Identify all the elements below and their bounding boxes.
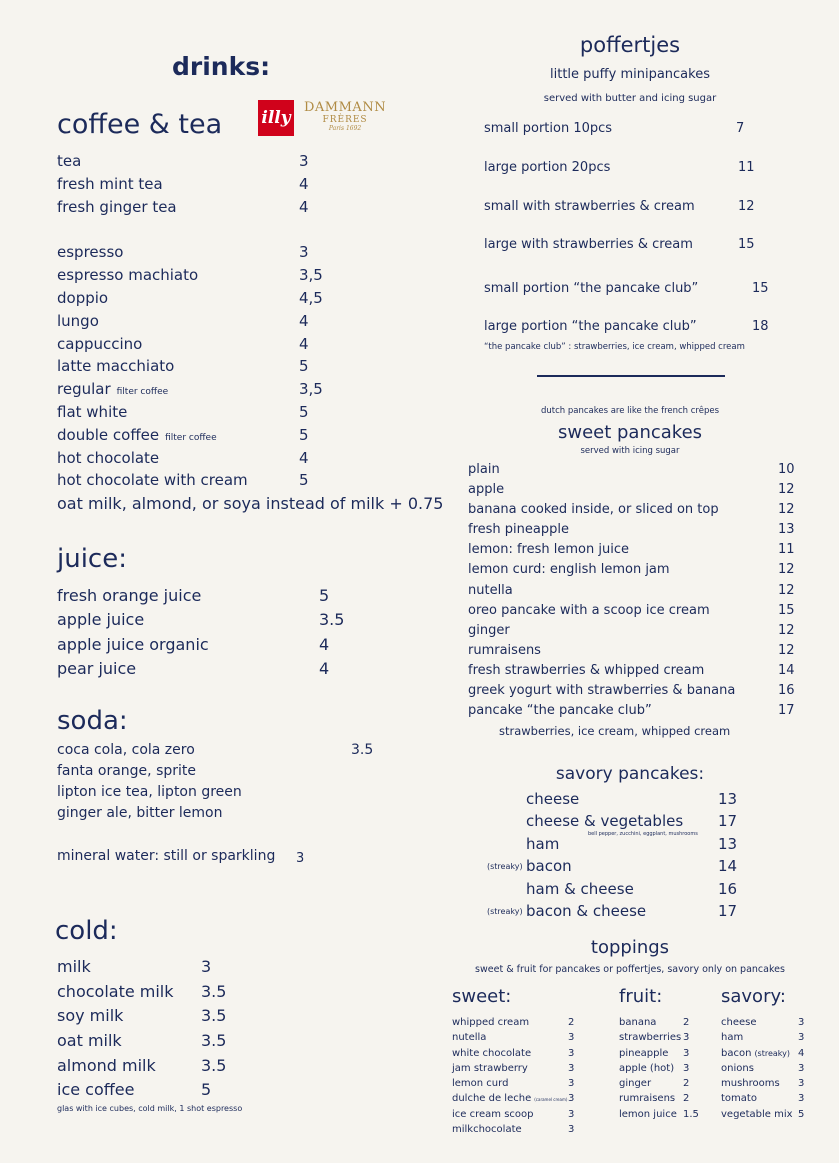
item-price: 4: [319, 658, 330, 678]
item-name: rumraisens: [468, 642, 541, 658]
ice-coffee-note: glas with ice cubes, cold milk, 1 shot espresso: [57, 1104, 243, 1113]
item-name: fresh mint tea: [57, 174, 163, 193]
item-name: apple juice: [57, 610, 145, 630]
item-price: 16: [778, 683, 795, 699]
list-item: [57, 380, 443, 403]
item-name: white chocolate: [452, 1047, 532, 1059]
soda-price: 3.5: [351, 742, 374, 758]
item-price: 3: [568, 1078, 575, 1090]
item-name-wrap: [57, 312, 99, 330]
item-name: ice coffee: [57, 1080, 135, 1100]
item-name: nutella: [468, 582, 513, 598]
list-item: [57, 266, 443, 289]
item-name: jam strawberry: [452, 1062, 528, 1074]
poffertjes-item-price: 15: [738, 237, 755, 252]
item-name: oat milk: [57, 1031, 122, 1051]
item-name-wrap: [57, 380, 168, 398]
item-name-wrap: [721, 1093, 757, 1104]
poffertjes-item-price: 18: [752, 319, 769, 334]
item-name: ham: [526, 834, 560, 853]
item-name: rumraisens: [619, 1093, 676, 1105]
item-name: banana: [619, 1017, 657, 1028]
item-name: ice cream scoop: [452, 1108, 534, 1120]
item-price: 13: [718, 834, 738, 853]
item-price: 16: [718, 879, 738, 898]
item-price: 3: [299, 152, 309, 170]
list-item: coca cola, cola zero: [57, 742, 195, 758]
list-item: [57, 335, 443, 358]
item-name: soy milk: [57, 1006, 124, 1026]
poffertjes-served-note: served with butter and icing sugar: [543, 93, 717, 104]
item-name-wrap: [619, 1109, 677, 1120]
item-name: ginger: [468, 622, 510, 638]
item-name-wrap: [57, 243, 123, 261]
item-price: 12: [778, 502, 795, 518]
item-price: 10: [778, 462, 795, 477]
sweet-pancakes-subtitle: served with icing sugar: [580, 446, 680, 456]
item-price: 3,5: [299, 380, 323, 399]
item-price: 4: [299, 448, 309, 467]
soda-list: [57, 742, 242, 826]
item-price: 5: [299, 425, 309, 444]
item-price: 4: [319, 634, 330, 654]
poffertjes-item-name: small portion “the pancake club”: [484, 281, 699, 296]
item-price: 3: [568, 1047, 575, 1059]
item-price: 12: [778, 622, 795, 638]
item-name: lungo: [57, 311, 99, 330]
milk-substitute-note: oat milk, almond, or soya instead of milk + 0.75: [57, 494, 444, 514]
poffertjes-item-price: 7: [736, 121, 745, 136]
toppings-fruit-heading: fruit:: [619, 986, 663, 1007]
poffertjes-item-name: small with strawberries & cream: [484, 199, 695, 214]
poffertjes-item-price: 15: [752, 281, 769, 296]
item-name: onions: [721, 1062, 754, 1074]
item-name-wrap: [721, 1017, 757, 1028]
item-price: 14: [778, 662, 795, 678]
item-prefix: (streaky): [487, 906, 523, 916]
item-name: espresso machiato: [57, 266, 199, 285]
item-name-wrap: [57, 152, 81, 170]
item-name-wrap: [57, 449, 159, 467]
spacer: [57, 220, 443, 243]
item-price: 3.5: [319, 610, 345, 630]
list-item: ginger ale, bitter lemon: [57, 805, 223, 821]
item-name: lemon juice: [619, 1108, 677, 1120]
item-name-wrap: [452, 1063, 528, 1074]
item-name-wrap: [721, 1063, 754, 1074]
sweet-pancakes-heading: sweet pancakes: [557, 422, 703, 443]
item-name: milk: [57, 957, 91, 976]
item-price: 3: [798, 1078, 805, 1090]
item-name-wrap: [619, 1093, 675, 1104]
item-price: 4: [299, 197, 309, 216]
item-price: 3: [798, 1032, 805, 1044]
item-price: 3: [683, 1047, 690, 1059]
item-note: filter coffee: [116, 387, 169, 398]
list-item: [57, 312, 443, 335]
item-name: lemon curd: [452, 1078, 509, 1090]
list-item: [57, 426, 443, 449]
item-price: 5: [299, 471, 309, 490]
item-name-wrap: [57, 426, 217, 444]
item-name-wrap: [619, 1032, 681, 1043]
list-item: [57, 471, 443, 494]
item-price: 3: [568, 1032, 575, 1044]
poffertjes-item-name: large with strawberries & cream: [484, 237, 693, 252]
mineral-water-price: 3: [296, 851, 305, 866]
item-name: tomato: [721, 1093, 757, 1105]
list-item: [57, 403, 443, 426]
item-name: nutella: [452, 1032, 487, 1044]
item-name: bacon & cheese: [526, 901, 647, 920]
mineral-water: mineral water: still or sparkling: [57, 848, 276, 864]
poffertjes-item-price: 12: [738, 199, 755, 214]
dammann-logo: DAMMANN FRÈRES Paris 1692: [304, 100, 387, 132]
item-price: 2: [683, 1078, 690, 1090]
item-note: (caramel cream): [534, 1097, 568, 1103]
poffertjes-item-price: 11: [738, 160, 755, 175]
coffee-tea-list: [57, 152, 443, 517]
item-name-wrap: [452, 1078, 508, 1089]
item-name: milkchocolate: [452, 1124, 522, 1136]
item-name: double coffee: [57, 425, 160, 444]
item-price: 17: [718, 901, 738, 920]
poffertjes-item-name: small portion 10pcs: [484, 121, 613, 136]
item-name: chocolate milk: [57, 981, 174, 1001]
item-name-wrap: [721, 1109, 793, 1120]
item-name: greek yogurt with strawberries & banana: [468, 683, 736, 699]
item-name: ham & cheese: [526, 879, 634, 898]
item-price: 3,5: [299, 266, 323, 285]
drinks-heading: drinks:: [172, 52, 271, 81]
item-name-wrap: [57, 357, 174, 375]
item-name: whipped cream: [452, 1017, 530, 1028]
list-item: [57, 175, 443, 198]
item-name: cheese & vegetables: [526, 812, 684, 831]
item-price: 3.5: [201, 1006, 227, 1026]
item-name: regular: [57, 380, 111, 399]
item-price: 5: [319, 586, 330, 605]
item-name: dulche de leche: [452, 1093, 532, 1105]
item-price: 15: [778, 602, 795, 618]
item-name: pineapple: [619, 1047, 669, 1059]
section-divider: [537, 375, 725, 377]
item-name: apple (hot): [619, 1062, 675, 1074]
item-name: cheese: [721, 1017, 757, 1028]
item-name-wrap: [452, 1048, 531, 1059]
item-price: 5: [299, 357, 309, 376]
item-price: 17: [778, 703, 795, 719]
item-price: 13: [718, 790, 738, 808]
poffertjes-item-name: large portion “the pancake club”: [484, 319, 697, 334]
item-name: espresso: [57, 243, 124, 262]
item-name: cappuccino: [57, 334, 143, 353]
item-name: ham: [721, 1032, 744, 1044]
item-price: 4,5: [299, 288, 323, 307]
item-name-wrap: [57, 403, 127, 421]
item-price: 3.5: [201, 1031, 227, 1051]
item-name-wrap: [57, 471, 248, 489]
list-item: [57, 357, 443, 380]
item-name: pear juice: [57, 658, 137, 678]
item-name: flat white: [57, 402, 128, 421]
item-price: 3: [299, 243, 309, 262]
list-item: [57, 152, 443, 175]
item-name: apple juice organic: [57, 634, 209, 654]
item-name-wrap: [57, 335, 142, 353]
poffertjes-subtitle: little puffy minipancakes: [550, 67, 710, 82]
item-price: 3: [683, 1062, 690, 1074]
item-price: 12: [778, 482, 795, 498]
pancake-club-ingredients: strawberries, ice cream, whipped cream: [499, 724, 731, 738]
list-item: lipton ice tea, lipton green: [57, 784, 242, 800]
item-price: 13: [778, 522, 795, 538]
item-name: apple: [468, 482, 505, 498]
list-item: fanta orange, sprite: [57, 763, 197, 779]
item-name: strawberries: [619, 1032, 682, 1044]
item-price: 3: [568, 1108, 575, 1120]
item-price: 3: [798, 1062, 805, 1074]
item-name-wrap: [452, 1109, 534, 1120]
item-name: fresh pineapple: [468, 522, 569, 538]
item-price: 3: [201, 957, 212, 976]
item-name: cheese: [526, 790, 580, 808]
item-price: 4: [299, 311, 309, 330]
toppings-savory-heading: savory:: [721, 986, 786, 1007]
item-name-wrap: [619, 1017, 656, 1028]
item-name: pancake “the pancake club”: [468, 703, 652, 719]
item-note: bell pepper, zucchini, eggplant, mushrooms: [588, 831, 698, 838]
toppings-sweet-heading: sweet:: [452, 986, 512, 1007]
item-note: (streaky): [754, 1048, 791, 1058]
dutch-pancakes-note: dutch pancakes are like the french crêpes: [540, 406, 720, 416]
item-name: plain: [468, 462, 500, 477]
item-name: mushrooms: [721, 1078, 780, 1090]
item-price: 3.5: [201, 1055, 227, 1075]
item-price: 3: [568, 1062, 575, 1074]
toppings-subtitle: sweet & fruit for pancakes or poffertjes, savory only on pancakes: [475, 964, 785, 975]
item-name: oreo pancake with a scoop ice cream: [468, 602, 710, 618]
juice-heading: juice:: [57, 544, 127, 574]
item-name-wrap: [452, 1124, 522, 1135]
item-price: 3: [568, 1093, 575, 1105]
list-item: [57, 243, 443, 266]
list-item: [57, 449, 443, 472]
item-price: 1.5: [683, 1108, 699, 1120]
list-item: [57, 198, 443, 221]
item-name: vegetable mix: [721, 1108, 793, 1120]
item-name: ginger: [619, 1078, 652, 1090]
item-price: 3: [568, 1124, 575, 1136]
item-price: 11: [778, 542, 795, 558]
item-name: hot chocolate: [57, 448, 160, 467]
item-name-wrap: [721, 1078, 780, 1089]
item-price: 3: [798, 1093, 805, 1105]
item-name: almond milk: [57, 1055, 156, 1075]
item-name-wrap: [57, 198, 177, 216]
item-price: 4: [299, 334, 309, 353]
item-name: latte macchiato: [57, 357, 175, 376]
item-name: hot chocolate with cream: [57, 471, 248, 490]
item-name-wrap: [452, 1093, 567, 1104]
item-price: 4: [798, 1047, 805, 1059]
item-price: 5: [299, 402, 309, 421]
item-price: 4: [299, 174, 309, 193]
item-prefix: (streaky): [487, 862, 523, 872]
item-price: 17: [718, 812, 738, 831]
item-name-wrap: [452, 1017, 529, 1028]
item-price: 3: [683, 1032, 690, 1044]
item-name: lemon curd: english lemon jam: [468, 562, 670, 578]
item-name-wrap: [57, 175, 163, 193]
item-price: 12: [778, 562, 795, 578]
item-name: bacon: [721, 1047, 752, 1059]
item-price: 12: [778, 642, 795, 658]
poffertjes-heading: poffertjes: [579, 33, 681, 57]
list-item: [57, 289, 443, 312]
pancake-club-note: “the pancake club” : strawberries, ice cream, whipped cream: [484, 342, 745, 352]
toppings-heading: toppings: [590, 937, 670, 958]
item-name: fresh ginger tea: [57, 197, 177, 216]
soda-heading: soda:: [57, 706, 128, 736]
coffee-tea-heading: coffee & tea: [57, 109, 223, 140]
savory-pancakes-heading: savory pancakes:: [555, 764, 705, 784]
item-name: fresh orange juice: [57, 586, 202, 605]
item-name-wrap: [721, 1032, 743, 1043]
cold-heading: cold:: [55, 916, 118, 946]
item-price: 5: [201, 1080, 212, 1100]
item-name: fresh strawberries & whipped cream: [468, 662, 705, 678]
item-price: 3.5: [201, 981, 227, 1001]
item-price: 3: [798, 1017, 805, 1028]
item-name-wrap: [721, 1048, 790, 1059]
item-name: banana cooked inside, or sliced on top: [468, 502, 719, 518]
item-price: 2: [568, 1017, 575, 1028]
item-name: lemon: fresh lemon juice: [468, 542, 629, 558]
item-name-wrap: [57, 266, 198, 284]
item-price: 12: [778, 582, 795, 598]
item-price: 2: [683, 1093, 690, 1105]
item-price: 2: [683, 1017, 690, 1028]
item-note: filter coffee: [165, 432, 217, 443]
illy-logo: illy: [258, 100, 294, 136]
item-name-wrap: [619, 1063, 674, 1074]
poffertjes-item-name: large portion 20pcs: [484, 160, 611, 175]
item-name: tea: [57, 152, 82, 170]
item-name: bacon: [526, 857, 572, 876]
item-name-wrap: [57, 289, 108, 307]
item-name-wrap: [619, 1078, 651, 1089]
item-price: 5: [798, 1108, 805, 1120]
item-name: doppio: [57, 288, 109, 307]
item-name-wrap: [452, 1032, 486, 1043]
item-name-wrap: [619, 1048, 668, 1059]
item-price: 14: [718, 857, 738, 876]
